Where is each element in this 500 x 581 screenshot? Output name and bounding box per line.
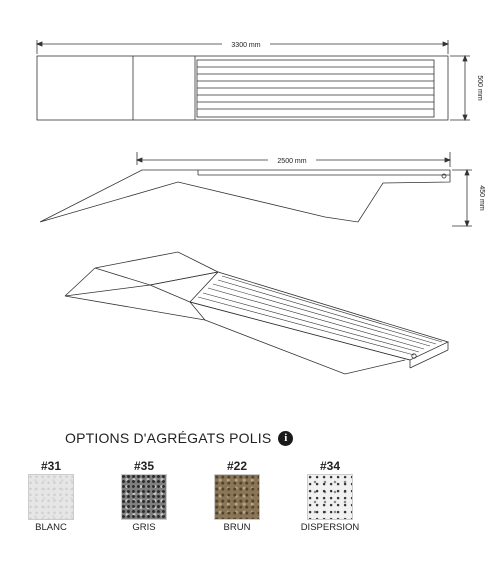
swatch-code: #35 xyxy=(133,459,155,473)
dimension-label-length: 3300 mm xyxy=(231,42,261,49)
dimension-label-height: 450 mm xyxy=(478,185,485,211)
swatch-name: BRUN xyxy=(223,522,251,533)
dimension-label-side-length: 2500 mm xyxy=(277,158,307,165)
swatch-blanc[interactable] xyxy=(11,458,91,533)
swatch-name: DISPERSION xyxy=(300,522,360,533)
options-header xyxy=(65,430,293,446)
top-view xyxy=(37,40,470,120)
swatch-gris[interactable] xyxy=(104,458,184,533)
dimension-label-width: 500 mm xyxy=(476,75,483,101)
swatch-chip xyxy=(214,474,260,520)
swatch-dispersion[interactable] xyxy=(290,458,370,533)
options-title: OPTIONS D'AGRÉGATS POLIS xyxy=(65,430,272,446)
info-icon[interactable]: i xyxy=(278,431,293,446)
swatch-brun[interactable] xyxy=(197,458,277,533)
swatch-name: BLANC xyxy=(35,522,67,533)
swatch-chip xyxy=(121,474,167,520)
swatch-code: #31 xyxy=(40,459,62,473)
side-view xyxy=(40,152,472,226)
swatch-chip xyxy=(28,474,74,520)
swatch-code: #22 xyxy=(226,459,248,473)
swatch-chip xyxy=(307,474,353,520)
isometric-view xyxy=(65,252,448,374)
swatch-code: #34 xyxy=(319,459,341,473)
swatch-name: GRIS xyxy=(132,522,156,533)
